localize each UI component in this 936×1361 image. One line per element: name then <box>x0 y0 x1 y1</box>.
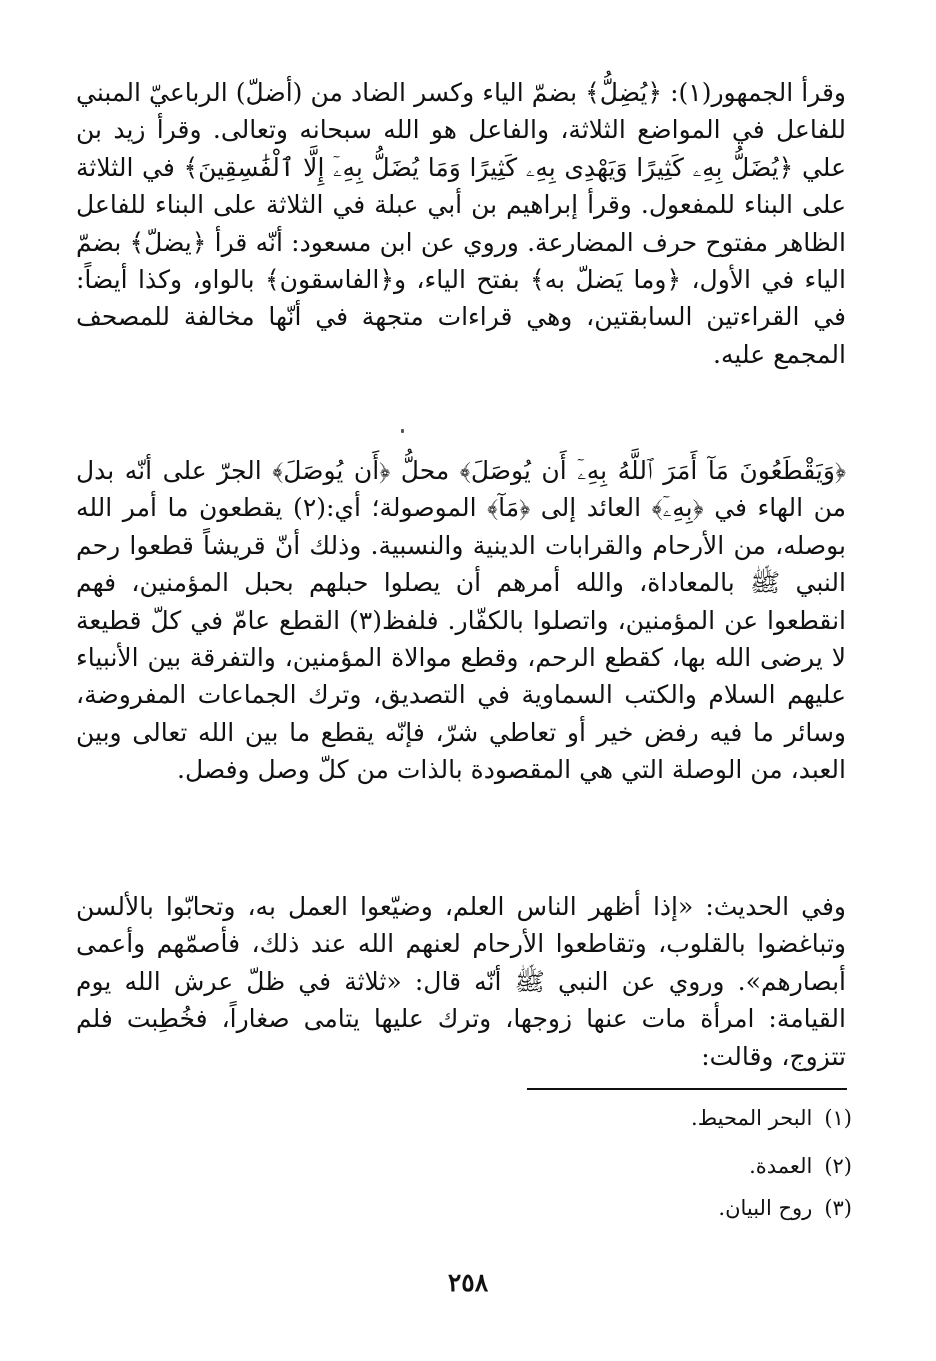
footnote-number: (١) <box>824 1106 852 1130</box>
page-number: ٢٥٨ <box>447 1268 489 1297</box>
paragraph-qiraat: وقرأ الجمهور(١): ﴿يُضِلُّ﴾ بضمّ الياء وكسر الضاد من (أضلّ) الرباعيّ المبني للفاعل في المواضع الثلاثة، والفاعل هو الله سبحانه وتعالى. وقرأ زيد بن علي ﴿يُضَلُّ بِهِۦ كَثِيرًا وَيَهْدِى بِهِۦ كَثِيرًا وَمَا يُضَلُّ بِهِۦٓ إِلَّا ٱلْفَٰسِقِينَ﴾ في الثلاثة على البناء للمفعول. وقرأ إبراهيم بن أبي عبلة في الثلاثة على البناء للفاعل الظاهر مفتوح حرف المضارعة. وروي عن ابن مسعود: أنّه قرأ ﴿يضلّ﴾ بضمّ الياء في الأول، ﴿وما يَضلّ به﴾ بفتح الياء، و﴿الفاسقون﴾ بالواو، وكذا أيضاً: في القراءتين السابقتين، وهي قراءات متجهة في أنّها مخالفة للمصحف المجمع عليه. <box>76 78 846 369</box>
paragraph-tafsir: ﴿وَيَقْطَعُونَ مَآ أَمَرَ ٱللَّهُ بِهِۦٓ أَن يُوصَلَ﴾ محلُّ ﴿أَن يُوصَلَ﴾ الجرّ على أنّه بدل من الهاء في ﴿بِهِۦٓ﴾ العائد إلى ﴿مَآ﴾ الموصولة؛ أي:(٢) يقطعون ما أمر الله بوصله، من الأرحام والقرابات الدينية والنسبية. وذلك أنّ قريشاً قطعوا رحم النبي ﷺ بالمعاداة، والله أمرهم أن يصلوا حبلهم بحبل المؤمنين، فهم انقطعوا عن المؤمنين، واتصلوا بالكفّار. فلفظ(٣) القطع عامّ في كلّ قطيعة لا يرضى الله بها، كقطع الرحم، وقطع موالاة المؤمنين، والتفرقة بين الأنبياء عليهم السلام والكتب السماوية في التصديق، وترك الجماعات المفروضة، وسائر ما فيه رفض خير أو تعاطي شرّ، فإنّه يقطع ما بين الله تعالى وبين العبد، من الوصلة التي هي المقصودة بالذات من كلّ وصل وفصل. <box>76 456 846 785</box>
footnote-number: (٣) <box>824 1196 852 1220</box>
footnote-text: العمدة. <box>749 1154 813 1178</box>
footnote-1 <box>691 1103 852 1133</box>
footnote-separator <box>527 1088 847 1090</box>
ink-dot <box>401 429 404 433</box>
footnote-text: البحر المحيط. <box>691 1106 813 1130</box>
paragraph-hadith: وفي الحديث: «إذا أظهر الناس العلم، وضيّعوا العمل به، وتحابّوا بالألسن وتباغضوا بالقلوب، وتقاطعوا الأرحام لعنهم الله عند ذلك، فأصمّهم وأعمى أبصارهم». وروي عن النبي ﷺ أنّه قال: «ثلاثة في ظلّ عرش الله يوم القيامة: امرأة مات عنها زوجها، وترك عليها يتامى صغاراً، فخُطِبت فلم تتزوج، وقالت: <box>76 892 846 1071</box>
footnote-3 <box>718 1193 852 1223</box>
footnote-2 <box>749 1151 852 1181</box>
footnote-text: روح البيان. <box>718 1196 813 1220</box>
footnote-number: (٢) <box>824 1154 852 1178</box>
